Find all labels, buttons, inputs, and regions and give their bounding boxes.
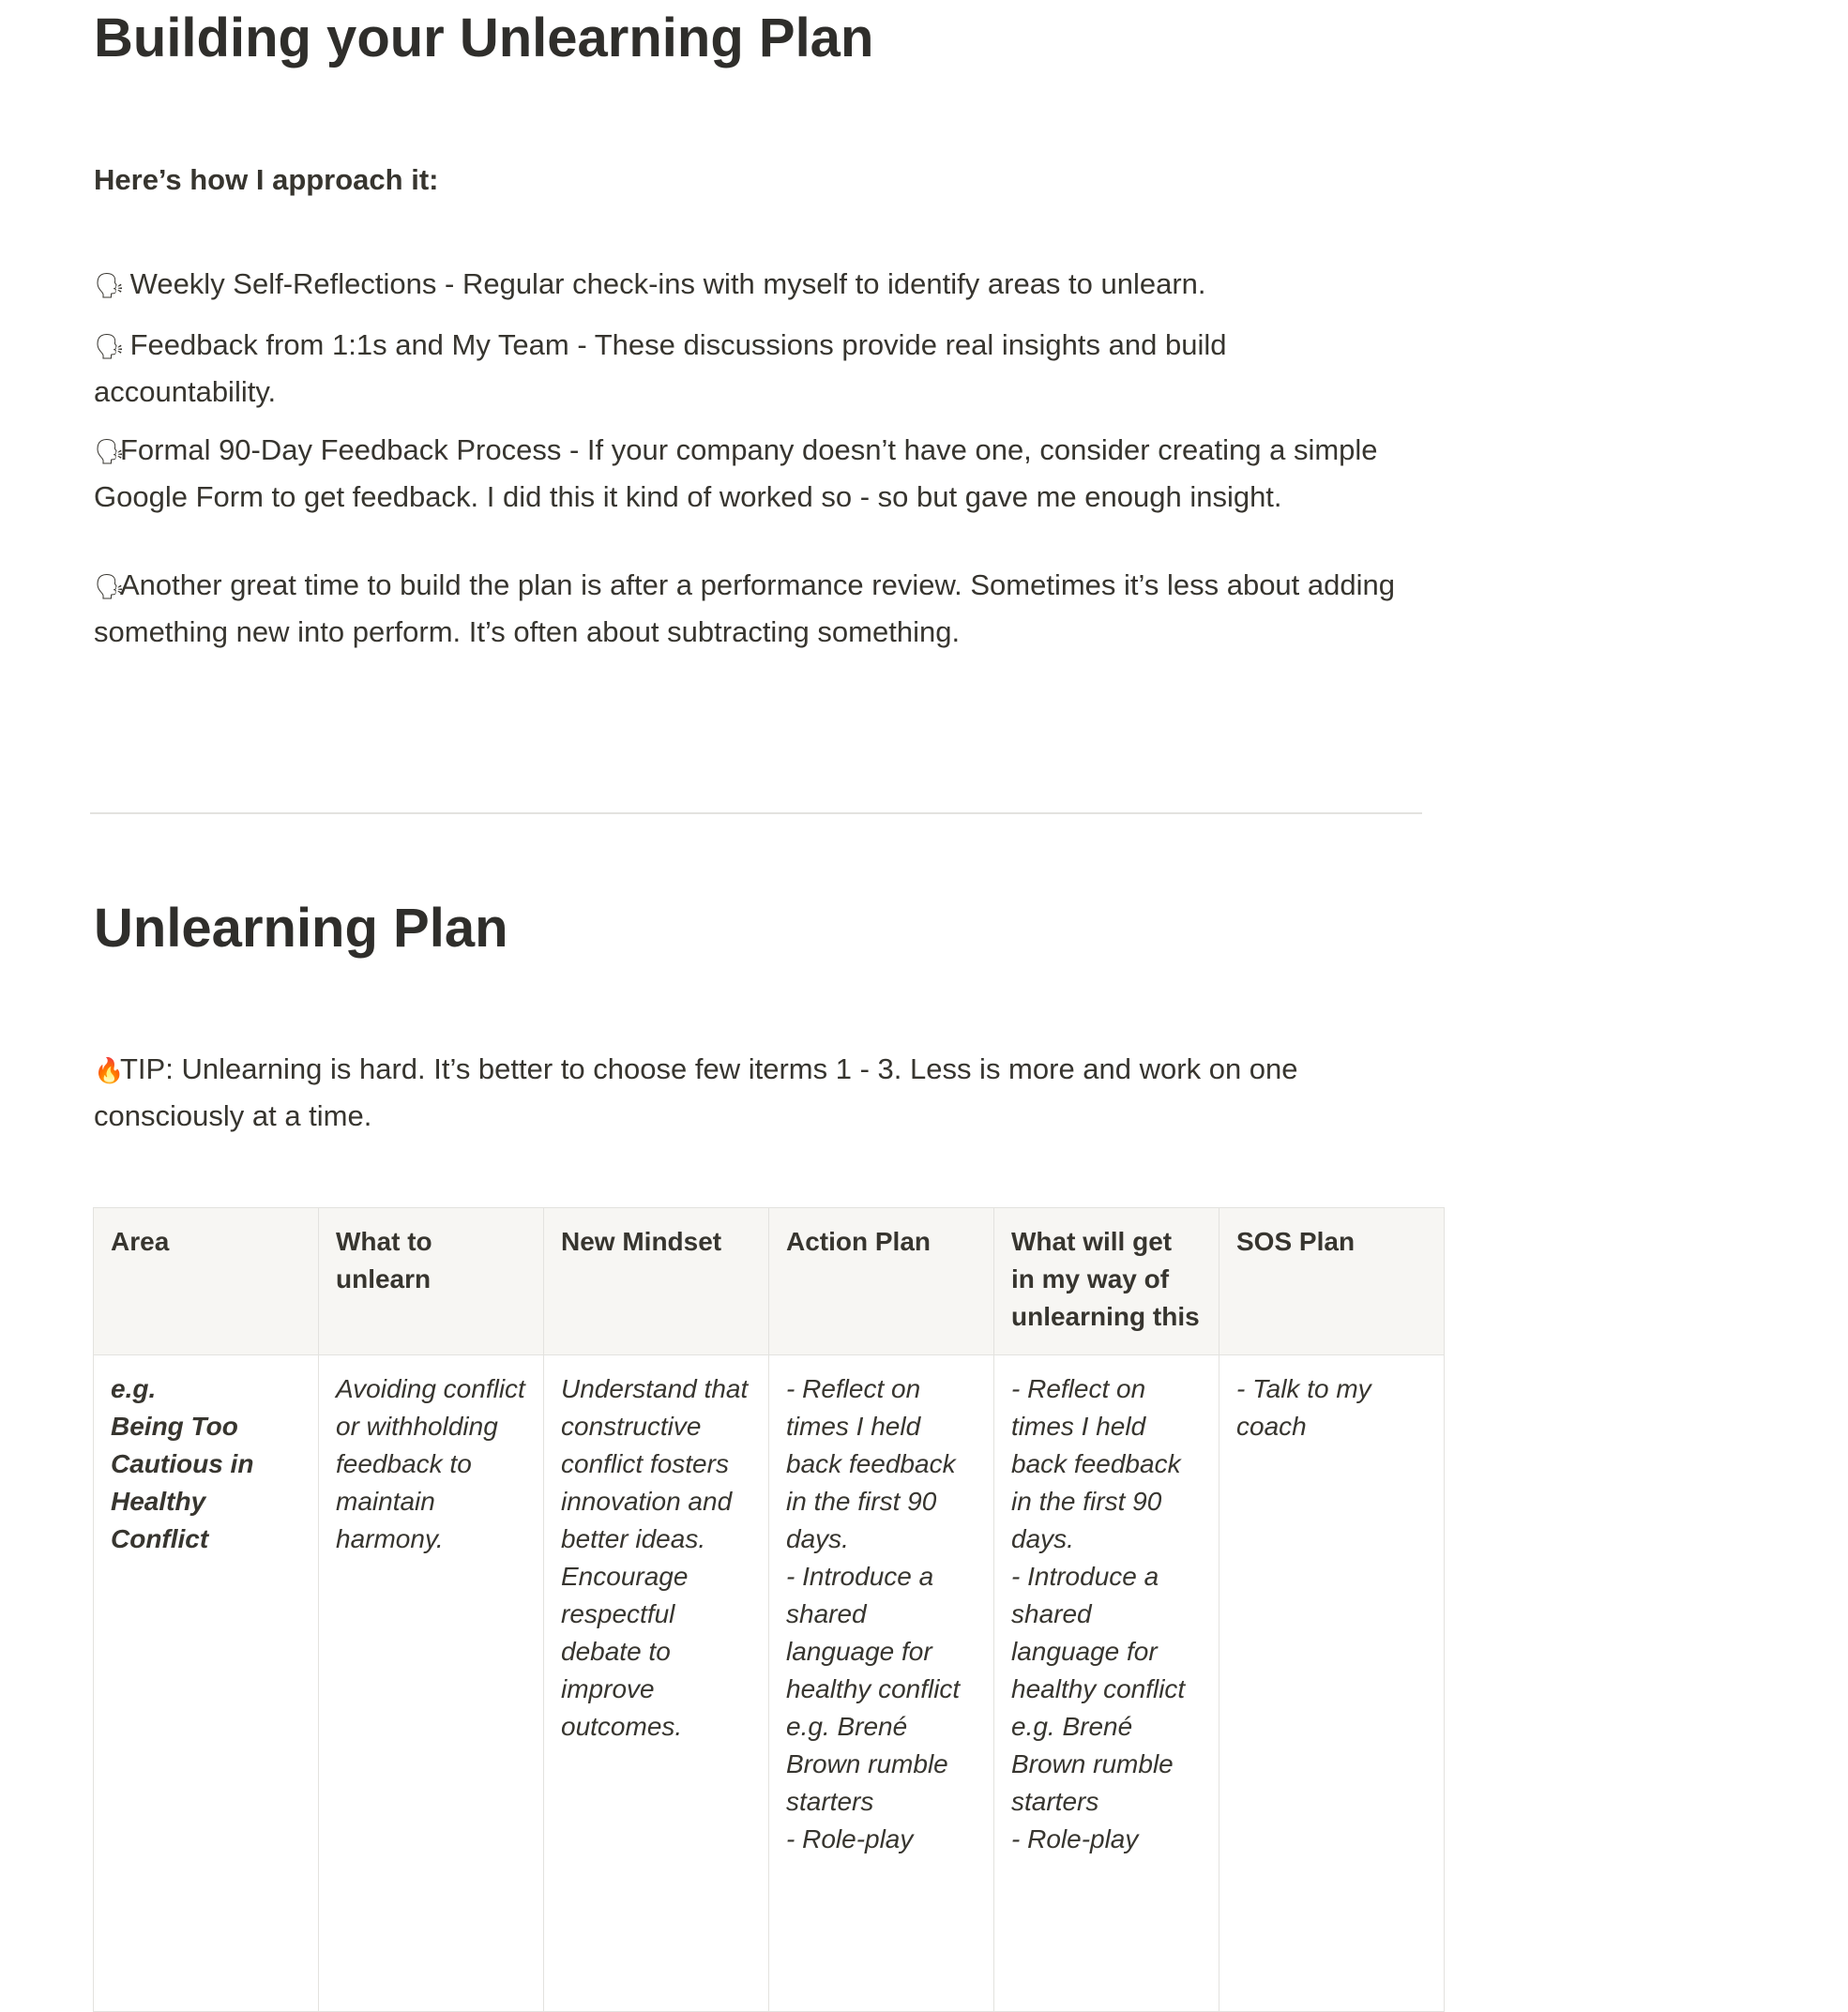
action-plan-line: - Role-play: [786, 1824, 914, 1853]
table-row: [94, 1355, 1445, 2012]
area-text: Being Too Cautious in Healthy Conflict: [111, 1412, 254, 1553]
divider: [90, 812, 1422, 814]
bullet-text: Another great time to build the plan is after a performance review. Sometimes it’s less about adding something new into perform. It’s often about subtracting something.: [94, 568, 1395, 648]
column-header-new-mindset[interactable]: New Mindset: [544, 1208, 769, 1355]
intro-label: Here’s how I approach it:: [94, 163, 439, 196]
fire-icon: 🔥: [94, 1056, 125, 1084]
bullet-weekly-reflections: [94, 262, 1445, 309]
cell-in-my-way[interactable]: [994, 1355, 1219, 2012]
speaking-head-icon: 🗣: [94, 572, 126, 600]
speaking-head-icon: 🗣: [94, 271, 126, 299]
page-title: Building your Unlearning Plan: [94, 8, 874, 68]
tip-text: TIP: Unlearning is hard. It’s better to choose few iterms 1 - 3. Less is more and work on one consciously at a time.: [94, 1052, 1298, 1132]
bullet-text: Weekly Self-Reflections - Regular check-ins with myself to identify areas to unlearn.: [129, 267, 1206, 300]
bullet-text: Feedback from 1:1s and My Team - These discussions provide real insights and build accountability.: [94, 328, 1227, 408]
column-header-what-to-unlearn[interactable]: What to unlearn: [319, 1208, 544, 1355]
speaking-head-icon: 🗣: [94, 332, 126, 360]
column-header-sos-plan[interactable]: SOS Plan: [1219, 1208, 1445, 1355]
table-header-row: [94, 1208, 1445, 1355]
in-my-way-line: - Introduce a shared language for healthy conflict e.g. Brené Brown rumble starters: [1011, 1562, 1186, 1816]
tip-callout: [94, 1047, 1435, 1139]
section-title-unlearning-plan: Unlearning Plan: [94, 898, 508, 959]
bullet-feedback-1on1: [94, 323, 1388, 415]
bullet-formal-feedback: [94, 428, 1445, 520]
speaking-head-icon: 🗣: [94, 437, 126, 465]
in-my-way-line: - Role-play: [1011, 1824, 1139, 1853]
column-header-area[interactable]: Area: [94, 1208, 319, 1355]
in-my-way-line: - Reflect on times I held back feedback in the first 90 days.: [1011, 1374, 1181, 1553]
action-plan-line: - Introduce a shared language for healthy conflict e.g. Brené Brown rumble starters: [786, 1562, 961, 1816]
cell-area[interactable]: [94, 1355, 319, 2012]
cell-action-plan[interactable]: [769, 1355, 994, 2012]
area-prefix: e.g.: [111, 1374, 157, 1403]
bullet-performance-review: [94, 563, 1445, 655]
cell-new-mindset[interactable]: Understand that constructive conflict fosters innovation and better ideas. Encourage respectful debate to improve outcomes.: [544, 1355, 769, 2012]
column-header-in-my-way[interactable]: What will get in my way of unlearning this: [994, 1208, 1219, 1355]
column-header-action-plan[interactable]: Action Plan: [769, 1208, 994, 1355]
unlearning-plan-table: [93, 1207, 1445, 2012]
cell-what-to-unlearn[interactable]: Avoiding conflict or withholding feedback to maintain harmony.: [319, 1355, 544, 2012]
bullet-text: Formal 90-Day Feedback Process - If your company doesn’t have one, consider creating a simple Google Form to get feedback. I did this it kind of worked so - so but gave me enough insight.: [94, 433, 1378, 513]
cell-sos-plan[interactable]: - Talk to my coach: [1219, 1355, 1445, 2012]
action-plan-line: - Reflect on times I held back feedback in the first 90 days.: [786, 1374, 956, 1553]
